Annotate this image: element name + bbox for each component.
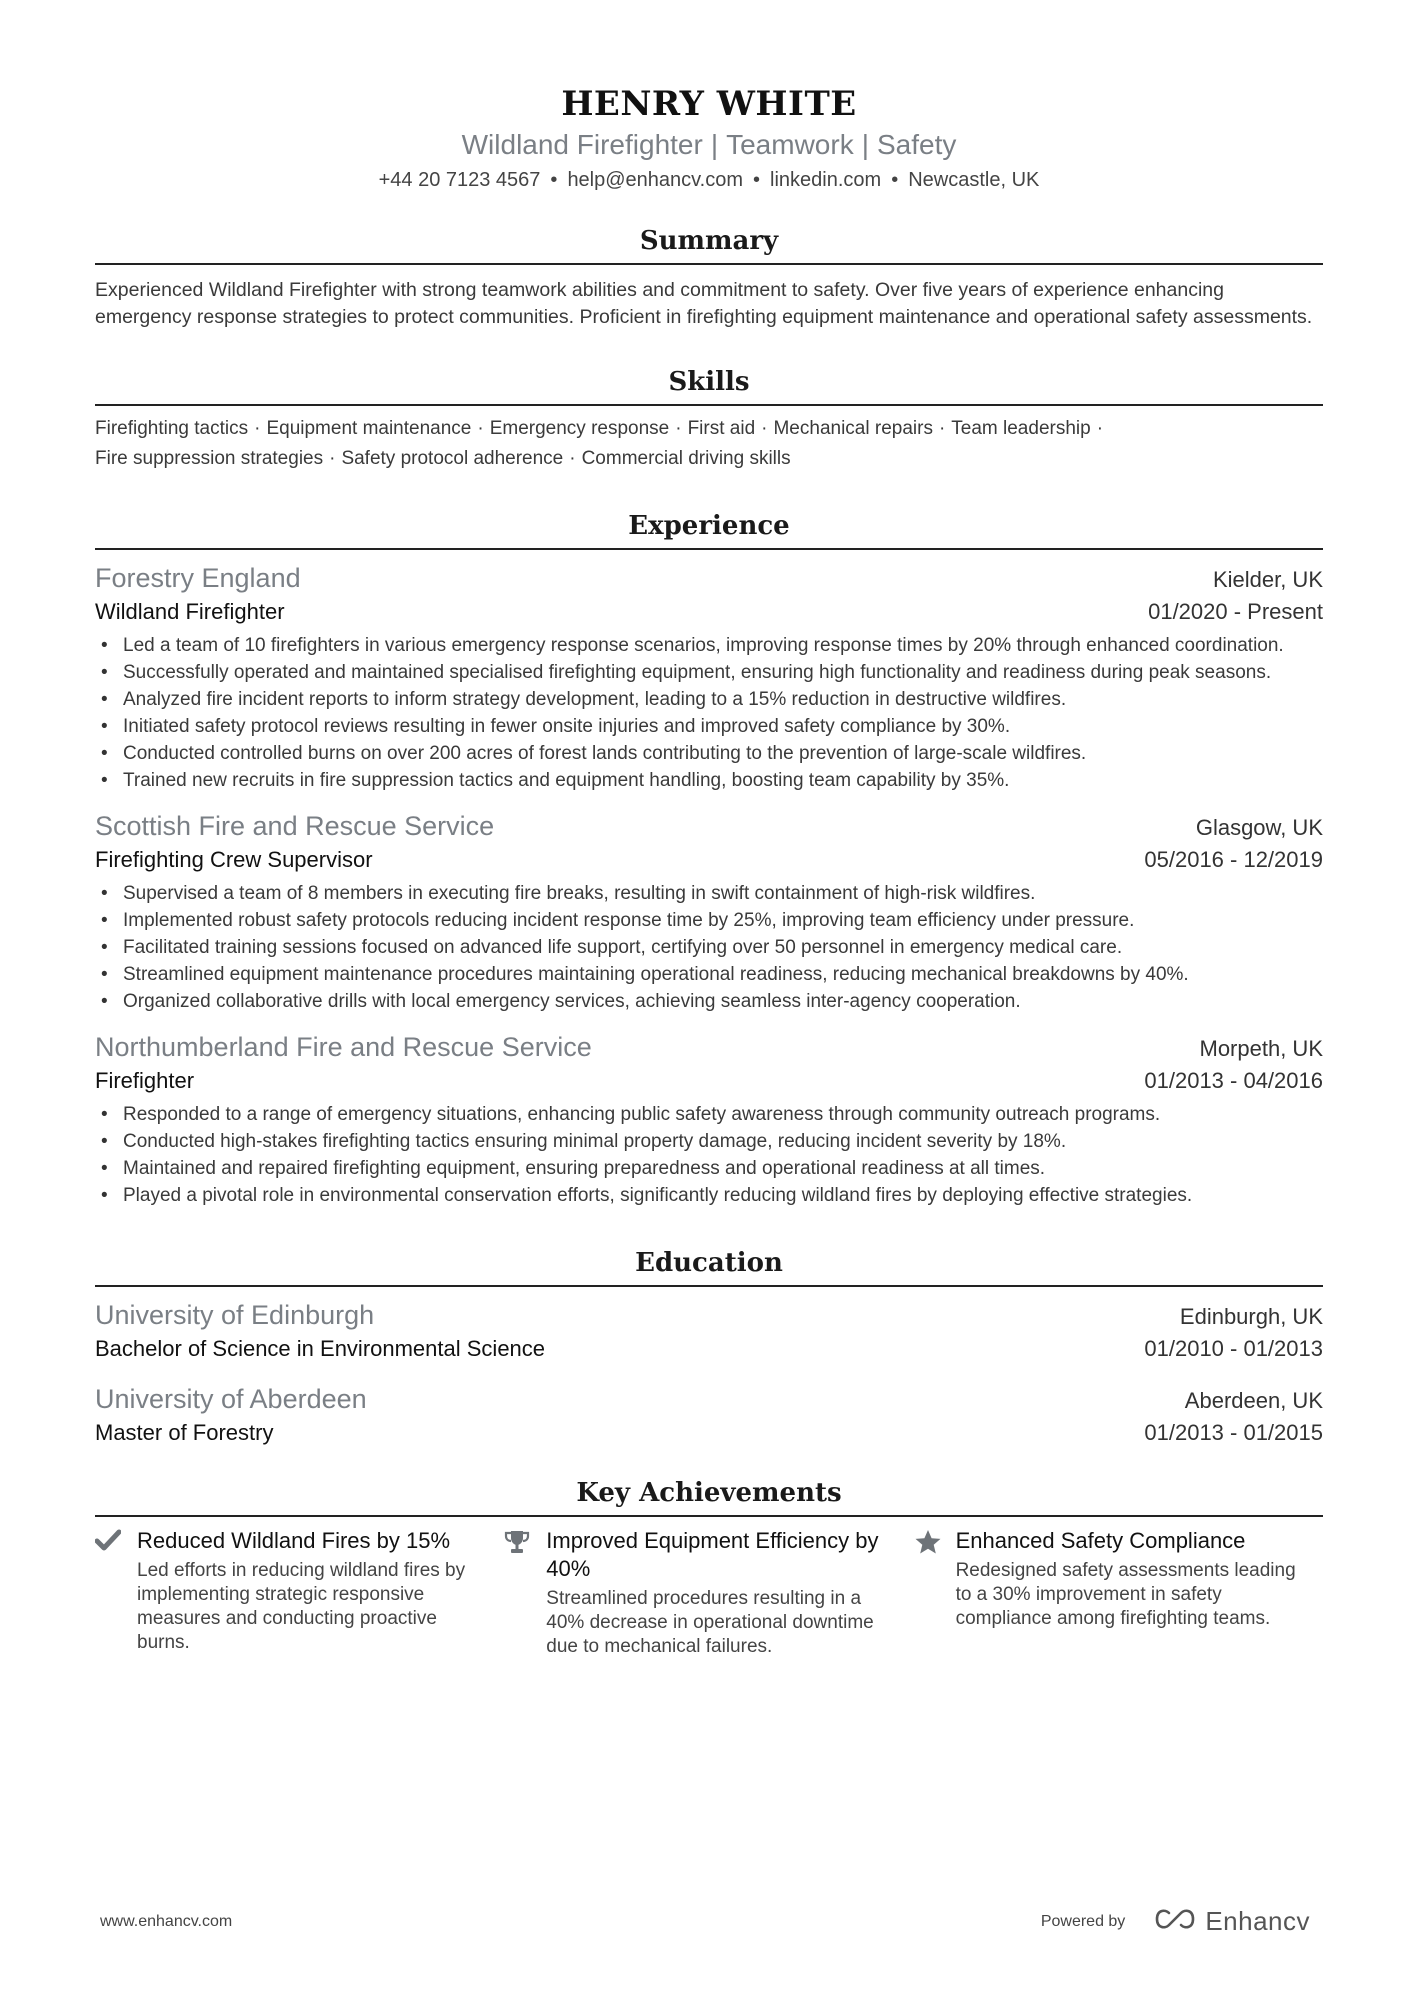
school-name: University of Aberdeen [95,1384,367,1414]
bullet-item: • Responded to a range of emergency situations, enhancing public safety awareness through community outreach programs. [123,1101,1323,1128]
achievements-heading: Key Achievements [95,1477,1323,1517]
job-bullets [95,880,1323,1015]
education-entry [95,1297,1323,1365]
school-location: Edinburgh, UK [1179,1304,1323,1329]
achievements-section [95,1477,1323,1659]
job-dates: 01/2020 - Present [1148,599,1323,624]
summary-section [95,225,1323,331]
achievement-title: Enhanced Safety Compliance [955,1528,1246,1553]
bullet-item: • Maintained and repaired firefighting equipment, ensuring preparedness and operational readiness at all times. [123,1155,1323,1182]
school-location: Aberdeen, UK [1184,1388,1323,1413]
headline-separator: | [861,129,869,160]
contact-line: +44 20 7123 4567 • help@enhancv.com • linkedin.com • Newcastle, UK [378,169,1040,191]
company-name: Scottish Fire and Rescue Service [95,811,495,841]
contact-linkedin[interactable]: linkedin.com [770,169,882,191]
bullet-item: • Played a pivotal role in environmental conservation efforts, significantly reducing wildland fires by deploying effective strategies. [123,1182,1323,1209]
skills-heading: Skills [95,366,1323,406]
contact-location: Newcastle, UK [908,169,1040,191]
footer-branding [1041,1906,1310,1937]
skills-line: Fire suppression strategies · Safety protocol adherence · Commercial driving skills [95,448,791,469]
job-bullets [95,1101,1323,1209]
resume-page [95,0,1323,1659]
bullet-item: • Conducted controlled burns on over 200 acres of forest lands contributing to the prevention of large-scale wildfires. [123,740,1323,767]
skill-item: Equipment maintenance [266,418,472,439]
experience-entry [95,1029,1323,1209]
skill-item: Firefighting tactics [95,418,249,439]
company-name: Northumberland Fire and Rescue Service [95,1032,592,1062]
achievement-item [95,1527,504,1659]
job-title: Firefighter [95,1068,195,1093]
powered-by-label: Powered by [1040,1912,1126,1930]
bullet-item: • Facilitated training sessions focused on advanced life support, certifying over 50 personnel in emergency medical care. [123,934,1323,961]
education-dates: 01/2010 - 01/2013 [1144,1336,1323,1361]
resume-header [95,0,1323,193]
education-heading: Education [95,1247,1323,1287]
achievement-title: Improved Equipment Efficiency by 40% [546,1528,879,1581]
trophy-icon [504,1527,546,1659]
headline-part: Wildland Firefighter [461,129,703,160]
bullet-item: • Supervised a team of 8 members in executing fire breaks, resulting in swift containment of high-risk wildfires. [123,880,1323,907]
experience-entry [95,560,1323,794]
contact-email[interactable]: help@enhancv.com [567,169,744,191]
footer-website[interactable]: www.enhancv.com [100,1912,233,1930]
school-name: University of Edinburgh [95,1300,375,1330]
skill-item: Safety protocol adherence [341,448,564,469]
summary-heading: Summary [95,225,1323,265]
skill-item: Fire suppression strategies [95,448,324,469]
skill-item: Emergency response [489,418,670,439]
skill-item: Mechanical repairs [773,418,933,439]
headline-part: Teamwork [726,129,854,160]
job-dates: 05/2016 - 12/2019 [1144,847,1323,872]
bullet-item: • Implemented robust safety protocols reducing incident response time by 25%, improving team efficiency under pressure. [123,907,1323,934]
education-dates: 01/2013 - 01/2015 [1144,1420,1323,1445]
skill-item: First aid [687,418,756,439]
experience-heading: Experience [95,510,1323,550]
degree-title: Bachelor of Science in Environmental Science [95,1336,546,1361]
skills-section [95,366,1323,474]
job-bullets [95,632,1323,794]
degree-title: Master of Forestry [95,1420,274,1445]
job-location: Kielder, UK [1212,567,1323,592]
achievements-list [95,1527,1323,1659]
education-entry [95,1381,1323,1449]
experience-entry [95,808,1323,1015]
bullet-item: • Streamlined equipment maintenance procedures maintaining operational readiness, reducing mechanical breakdowns by 40%. [123,961,1323,988]
summary-text: Experienced Wildland Firefighter with strong teamwork abilities and commitment to safety. Over five years of experience enhancing emergency response strategies to protect communities. Proficient in firefighting equipment maintenance and operational safety assessments. [95,279,1313,328]
bullet-item: • Initiated safety protocol reviews resulting in fewer onsite injuries and improved safety compliance by 30%. [123,713,1323,740]
achievement-desc: Redesigned safety assessments leading to a 30% improvement in safety compliance among firefighting teams. [955,1560,1296,1629]
star-icon [914,1527,956,1659]
bullet-item: • Led a team of 10 firefighters in various emergency response scenarios, improving response times by 20% through enhanced coordination. [123,632,1323,659]
candidate-name: HENRY WHITE [561,84,857,124]
check-icon [95,1527,137,1659]
enhancv-logo-icon [1153,1907,1197,1936]
skill-item: Team leadership [951,418,1091,439]
headline-part: Safety [876,129,957,160]
job-title: Firefighting Crew Supervisor [95,847,373,872]
achievement-desc: Led efforts in reducing wildland fires by implementing strategic responsive measures and conducting proactive burns. [137,1560,466,1653]
brand-name: Enhancv [1205,1906,1310,1936]
candidate-headline [95,128,1323,162]
bullet-item: • Organized collaborative drills with local emergency services, achieving seamless inter-agency cooperation. [123,988,1323,1015]
skill-item: Commercial driving skills [581,448,791,469]
achievement-item [914,1527,1323,1659]
job-title: Wildland Firefighter [95,599,285,624]
skills-list [95,414,1323,474]
skills-line: Firefighting tactics · Equipment maintenance · Emergency response · First aid · Mechanical repairs · Team leadership · [95,418,1104,439]
achievement-title: Reduced Wildland Fires by 15% [137,1528,451,1553]
bullet-item: • Conducted high-stakes firefighting tactics ensuring minimal property damage, reducing incident severity by 18%. [123,1128,1323,1155]
company-name: Forestry England [95,563,301,593]
job-location: Glasgow, UK [1195,815,1323,840]
achievement-desc: Streamlined procedures resulting in a 40% decrease in operational downtime due to mechanical failures. [546,1588,874,1657]
bullet-item: • Trained new recruits in fire suppression tactics and equipment handling, boosting team capability by 35%. [123,767,1323,794]
contact-phone[interactable]: +44 20 7123 4567 [378,169,541,191]
education-section [95,1247,1323,1449]
page-footer [100,1906,1310,1937]
job-dates: 01/2013 - 04/2016 [1144,1068,1323,1093]
experience-section [95,510,1323,1209]
bullet-item: • Analyzed fire incident reports to inform strategy development, leading to a 15% reduction in destructive wildfires. [123,686,1323,713]
bullet-item: • Successfully operated and maintained specialised firefighting equipment, ensuring high functionality and readiness during peak seasons. [123,659,1323,686]
headline-separator: | [710,129,719,160]
achievement-item [504,1527,913,1659]
job-location: Morpeth, UK [1199,1036,1323,1061]
